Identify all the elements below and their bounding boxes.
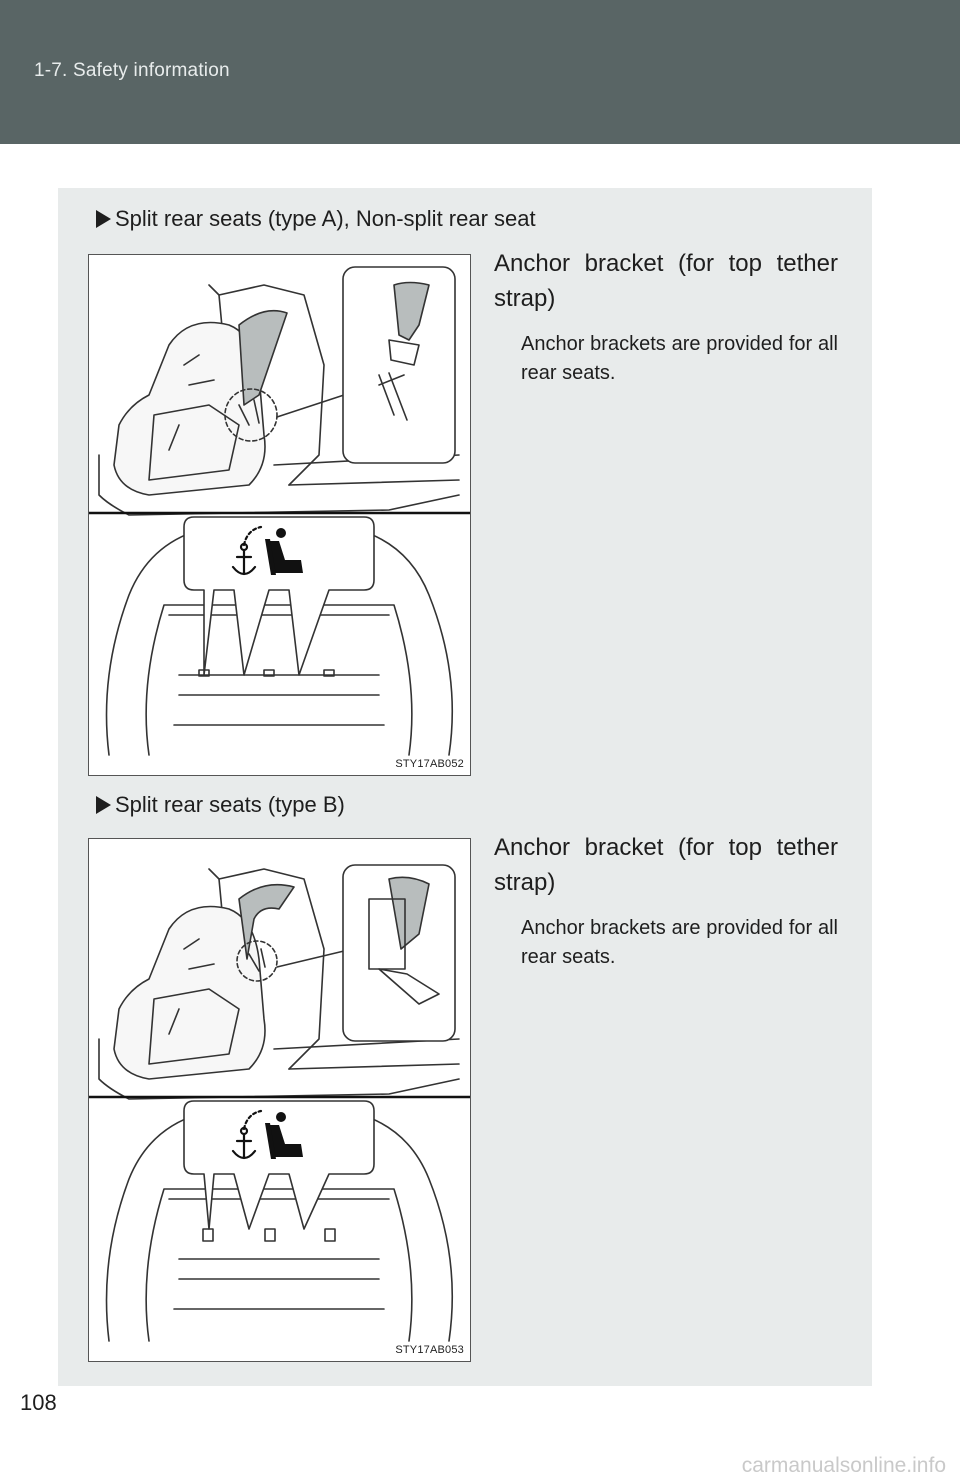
- anchor-bracket-description: Anchor brackets are provided for all rear seats.: [521, 333, 838, 384]
- figure-type-a: [88, 254, 471, 776]
- section-heading-text: Split rear seats (type A), Non-split rear seat: [115, 206, 536, 231]
- bullet-triangle-icon: [96, 796, 111, 814]
- figure-code: STY17AB052: [395, 758, 464, 770]
- child-seat-illustration-type-b: [89, 839, 470, 1361]
- content-panel: [58, 188, 872, 1386]
- figure-code: STY17AB053: [395, 1344, 464, 1356]
- page-number: 108: [20, 1390, 57, 1415]
- anchor-bracket-title: Anchor bracket (for top tether strap): [494, 834, 838, 896]
- watermark: carmanualsonline.info: [741, 1454, 946, 1477]
- bullet-triangle-icon: [96, 210, 111, 228]
- page-header: [0, 0, 960, 144]
- anchor-bracket-title: Anchor bracket (for top tether strap): [494, 250, 838, 312]
- figure-type-b: [88, 838, 471, 1362]
- section-heading-type-b: [96, 792, 345, 818]
- section-heading-text: Split rear seats (type B): [115, 792, 345, 817]
- anchor-bracket-description: Anchor brackets are provided for all rear seats.: [521, 917, 838, 968]
- section-title: 1-7. Safety information: [34, 60, 230, 81]
- child-seat-illustration-type-a: [89, 255, 470, 775]
- section-heading-type-a: [96, 206, 536, 232]
